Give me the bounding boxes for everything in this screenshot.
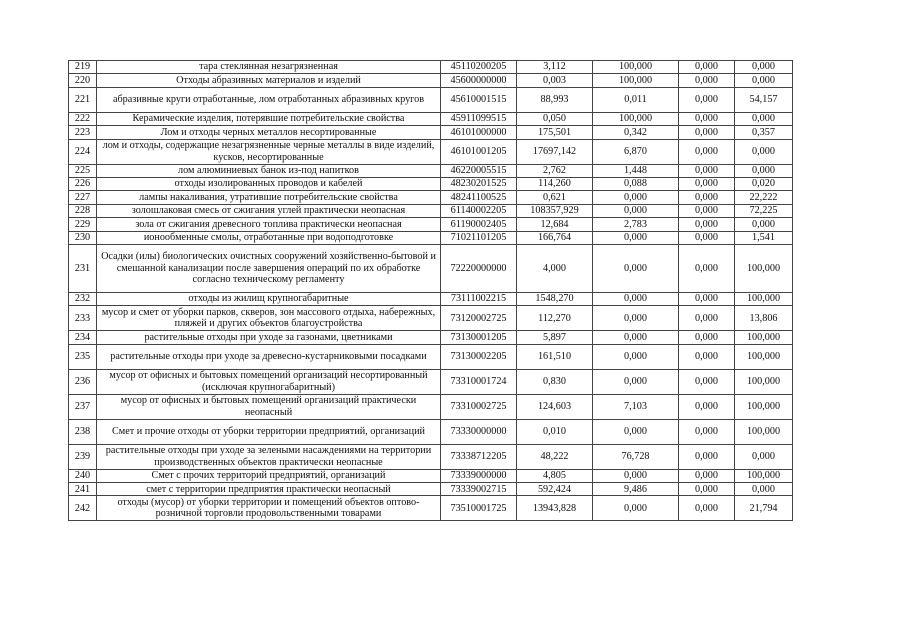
table-row — [69, 394, 793, 419]
waste-description: мусор от офисных и бытовых помещений организаций несортированный (исключая крупногабаритный) — [97, 369, 441, 394]
amount-value: 108357,929 — [517, 204, 593, 217]
waste-description: Отходы абразивных материалов и изделий — [97, 74, 441, 87]
percent-value-3: 22,222 — [735, 191, 793, 204]
percent-value-1: 0,000 — [593, 244, 679, 292]
percent-value-1: 76,728 — [593, 444, 679, 469]
table-row — [69, 483, 793, 496]
percent-value-2: 0,000 — [679, 61, 735, 74]
percent-value-1: 100,000 — [593, 61, 679, 74]
percent-value-1: 9,486 — [593, 483, 679, 496]
table-row — [69, 292, 793, 305]
percent-value-1: 2,783 — [593, 218, 679, 231]
table-row — [69, 369, 793, 394]
table-row — [69, 87, 793, 112]
percent-value-2: 0,000 — [679, 204, 735, 217]
percent-value-3: 0,000 — [735, 139, 793, 164]
waste-code: 73510001725 — [441, 496, 517, 521]
table-row — [69, 444, 793, 469]
row-number: 227 — [69, 191, 97, 204]
row-number: 222 — [69, 112, 97, 125]
percent-value-1: 0,000 — [593, 191, 679, 204]
amount-value: 592,424 — [517, 483, 593, 496]
percent-value-1: 6,870 — [593, 139, 679, 164]
percent-value-3: 0,000 — [735, 74, 793, 87]
row-number: 234 — [69, 331, 97, 344]
row-number: 231 — [69, 244, 97, 292]
row-number: 230 — [69, 231, 97, 244]
row-number: 238 — [69, 419, 97, 444]
percent-value-3: 13,806 — [735, 306, 793, 331]
amount-value: 2,762 — [517, 164, 593, 177]
row-number: 242 — [69, 496, 97, 521]
amount-value: 175,501 — [517, 126, 593, 139]
amount-value: 112,270 — [517, 306, 593, 331]
percent-value-1: 100,000 — [593, 112, 679, 125]
waste-code: 73339000000 — [441, 469, 517, 482]
table-row — [69, 306, 793, 331]
percent-value-3: 0,357 — [735, 126, 793, 139]
row-number: 239 — [69, 444, 97, 469]
waste-code: 45600000000 — [441, 74, 517, 87]
waste-code: 73130002205 — [441, 344, 517, 369]
amount-value: 161,510 — [517, 344, 593, 369]
percent-value-3: 0,000 — [735, 483, 793, 496]
table-row — [69, 191, 793, 204]
waste-description: мусор и смет от уборки парков, скверов, зон массового отдыха, набережных, пляжей и других объектов благоустройства — [97, 306, 441, 331]
row-number: 236 — [69, 369, 97, 394]
percent-value-1: 0,011 — [593, 87, 679, 112]
amount-value: 0,003 — [517, 74, 593, 87]
percent-value-2: 0,000 — [679, 483, 735, 496]
percent-value-3: 100,000 — [735, 331, 793, 344]
percent-value-1: 100,000 — [593, 74, 679, 87]
table-row — [69, 331, 793, 344]
waste-description: лом и отходы, содержащие незагрязненные черные металлы в виде изделий, кусков, несортированные — [97, 139, 441, 164]
row-number: 235 — [69, 344, 97, 369]
percent-value-2: 0,000 — [679, 306, 735, 331]
table-row — [69, 231, 793, 244]
amount-value: 5,897 — [517, 331, 593, 344]
percent-value-1: 0,000 — [593, 369, 679, 394]
waste-description: отходы изолированных проводов и кабелей — [97, 177, 441, 190]
table-row — [69, 218, 793, 231]
waste-description: растительные отходы при уходе за зелеными насаждениями на территории производственных объектов практически неопасные — [97, 444, 441, 469]
waste-description: Смет и прочие отходы от уборки территории предприятий, организаций — [97, 419, 441, 444]
percent-value-2: 0,000 — [679, 331, 735, 344]
table-row — [69, 469, 793, 482]
percent-value-1: 0,000 — [593, 419, 679, 444]
waste-description: лампы накаливания, утратившие потребительские свойства — [97, 191, 441, 204]
row-number: 220 — [69, 74, 97, 87]
percent-value-3: 0,000 — [735, 61, 793, 74]
percent-value-1: 0,000 — [593, 331, 679, 344]
amount-value: 0,830 — [517, 369, 593, 394]
amount-value: 166,764 — [517, 231, 593, 244]
percent-value-3: 100,000 — [735, 344, 793, 369]
waste-code: 46220005515 — [441, 164, 517, 177]
waste-description: Лом и отходы черных металлов несортированные — [97, 126, 441, 139]
percent-value-2: 0,000 — [679, 112, 735, 125]
waste-description: отходы (мусор) от уборки территории и помещений объектов оптово-розничной торговли продовольственными товарами — [97, 496, 441, 521]
waste-description: Осадки (илы) биологических очистных сооружений хозяйственно-бытовой и смешанной канализации после завершения операций по их обработке согласно техническому регламенту — [97, 244, 441, 292]
waste-description: Керамические изделия, потерявшие потребительские свойства — [97, 112, 441, 125]
row-number: 232 — [69, 292, 97, 305]
waste-table — [68, 60, 793, 521]
percent-value-2: 0,000 — [679, 419, 735, 444]
percent-value-2: 0,000 — [679, 496, 735, 521]
percent-value-1: 0,000 — [593, 469, 679, 482]
percent-value-1: 0,000 — [593, 204, 679, 217]
waste-code: 45911099515 — [441, 112, 517, 125]
percent-value-1: 0,088 — [593, 177, 679, 190]
percent-value-1: 0,000 — [593, 231, 679, 244]
table-row — [69, 344, 793, 369]
amount-value: 12,684 — [517, 218, 593, 231]
percent-value-2: 0,000 — [679, 164, 735, 177]
row-number: 229 — [69, 218, 97, 231]
percent-value-3: 0,020 — [735, 177, 793, 190]
row-number: 223 — [69, 126, 97, 139]
percent-value-2: 0,000 — [679, 369, 735, 394]
waste-code: 73330000000 — [441, 419, 517, 444]
table-row — [69, 61, 793, 74]
percent-value-2: 0,000 — [679, 139, 735, 164]
percent-value-2: 0,000 — [679, 444, 735, 469]
amount-value: 114,260 — [517, 177, 593, 190]
percent-value-3: 72,225 — [735, 204, 793, 217]
waste-description: отходы из жилищ крупногабаритные — [97, 292, 441, 305]
percent-value-2: 0,000 — [679, 177, 735, 190]
amount-value: 17697,142 — [517, 139, 593, 164]
waste-code: 48241100525 — [441, 191, 517, 204]
percent-value-2: 0,000 — [679, 231, 735, 244]
percent-value-2: 0,000 — [679, 469, 735, 482]
waste-description: растительные отходы при уходе за древесно-кустарниковыми посадками — [97, 344, 441, 369]
waste-code: 46101001205 — [441, 139, 517, 164]
waste-description: смет с территории предприятия практически неопасный — [97, 483, 441, 496]
waste-code: 73339002715 — [441, 483, 517, 496]
table-row — [69, 139, 793, 164]
waste-code: 61190002405 — [441, 218, 517, 231]
percent-value-1: 1,448 — [593, 164, 679, 177]
table-row — [69, 419, 793, 444]
percent-value-1: 0,000 — [593, 306, 679, 331]
table-row — [69, 112, 793, 125]
waste-description: Смет с прочих территорий предприятий, организаций — [97, 469, 441, 482]
amount-value: 13943,828 — [517, 496, 593, 521]
percent-value-3: 100,000 — [735, 244, 793, 292]
table-row — [69, 496, 793, 521]
row-number: 219 — [69, 61, 97, 74]
percent-value-1: 0,000 — [593, 292, 679, 305]
amount-value: 0,621 — [517, 191, 593, 204]
waste-code: 73120002725 — [441, 306, 517, 331]
percent-value-3: 100,000 — [735, 469, 793, 482]
row-number: 224 — [69, 139, 97, 164]
amount-value: 0,050 — [517, 112, 593, 125]
amount-value: 4,805 — [517, 469, 593, 482]
waste-code: 61140002205 — [441, 204, 517, 217]
percent-value-2: 0,000 — [679, 244, 735, 292]
table-row — [69, 204, 793, 217]
percent-value-3: 21,794 — [735, 496, 793, 521]
waste-description: золошлаковая смесь от сжигания углей практически неопасная — [97, 204, 441, 217]
waste-description: мусор от офисных и бытовых помещений организаций практически неопасный — [97, 394, 441, 419]
waste-description: лом алюминиевых банок из-под напитков — [97, 164, 441, 177]
row-number: 237 — [69, 394, 97, 419]
table-row — [69, 177, 793, 190]
percent-value-2: 0,000 — [679, 191, 735, 204]
table-row — [69, 244, 793, 292]
waste-code: 73310001724 — [441, 369, 517, 394]
percent-value-1: 0,342 — [593, 126, 679, 139]
waste-code: 45610001515 — [441, 87, 517, 112]
percent-value-2: 0,000 — [679, 87, 735, 112]
table-row — [69, 164, 793, 177]
percent-value-2: 0,000 — [679, 74, 735, 87]
waste-description: абразивные круги отработанные, лом отработанных абразивных кругов — [97, 87, 441, 112]
row-number: 226 — [69, 177, 97, 190]
waste-code: 45110200205 — [441, 61, 517, 74]
percent-value-2: 0,000 — [679, 394, 735, 419]
waste-code: 46101000000 — [441, 126, 517, 139]
waste-code: 73310002725 — [441, 394, 517, 419]
row-number: 228 — [69, 204, 97, 217]
table-row — [69, 126, 793, 139]
percent-value-3: 0,000 — [735, 164, 793, 177]
percent-value-3: 100,000 — [735, 419, 793, 444]
waste-description: ионообменные смолы, отработанные при водоподготовке — [97, 231, 441, 244]
row-number: 233 — [69, 306, 97, 331]
percent-value-3: 100,000 — [735, 394, 793, 419]
row-number: 241 — [69, 483, 97, 496]
waste-code: 48230201525 — [441, 177, 517, 190]
percent-value-3: 1,541 — [735, 231, 793, 244]
waste-code: 73338712205 — [441, 444, 517, 469]
waste-description: зола от сжигания древесного топлива практически неопасная — [97, 218, 441, 231]
table-body — [69, 61, 793, 521]
amount-value: 4,000 — [517, 244, 593, 292]
percent-value-2: 0,000 — [679, 126, 735, 139]
percent-value-3: 0,000 — [735, 218, 793, 231]
row-number: 240 — [69, 469, 97, 482]
amount-value: 0,010 — [517, 419, 593, 444]
amount-value: 1548,270 — [517, 292, 593, 305]
percent-value-3: 0,000 — [735, 112, 793, 125]
percent-value-2: 0,000 — [679, 344, 735, 369]
amount-value: 3,112 — [517, 61, 593, 74]
percent-value-3: 54,157 — [735, 87, 793, 112]
waste-code: 71021101205 — [441, 231, 517, 244]
waste-code: 72220000000 — [441, 244, 517, 292]
percent-value-3: 0,000 — [735, 444, 793, 469]
waste-description: растительные отходы при уходе за газонами, цветниками — [97, 331, 441, 344]
amount-value: 48,222 — [517, 444, 593, 469]
waste-code: 73130001205 — [441, 331, 517, 344]
table-row — [69, 74, 793, 87]
percent-value-3: 100,000 — [735, 369, 793, 394]
percent-value-1: 7,103 — [593, 394, 679, 419]
row-number: 221 — [69, 87, 97, 112]
waste-description: тара стеклянная незагрязненная — [97, 61, 441, 74]
amount-value: 88,993 — [517, 87, 593, 112]
percent-value-1: 0,000 — [593, 496, 679, 521]
percent-value-2: 0,000 — [679, 218, 735, 231]
percent-value-2: 0,000 — [679, 292, 735, 305]
row-number: 225 — [69, 164, 97, 177]
percent-value-1: 0,000 — [593, 344, 679, 369]
percent-value-3: 100,000 — [735, 292, 793, 305]
amount-value: 124,603 — [517, 394, 593, 419]
waste-code: 73111002215 — [441, 292, 517, 305]
